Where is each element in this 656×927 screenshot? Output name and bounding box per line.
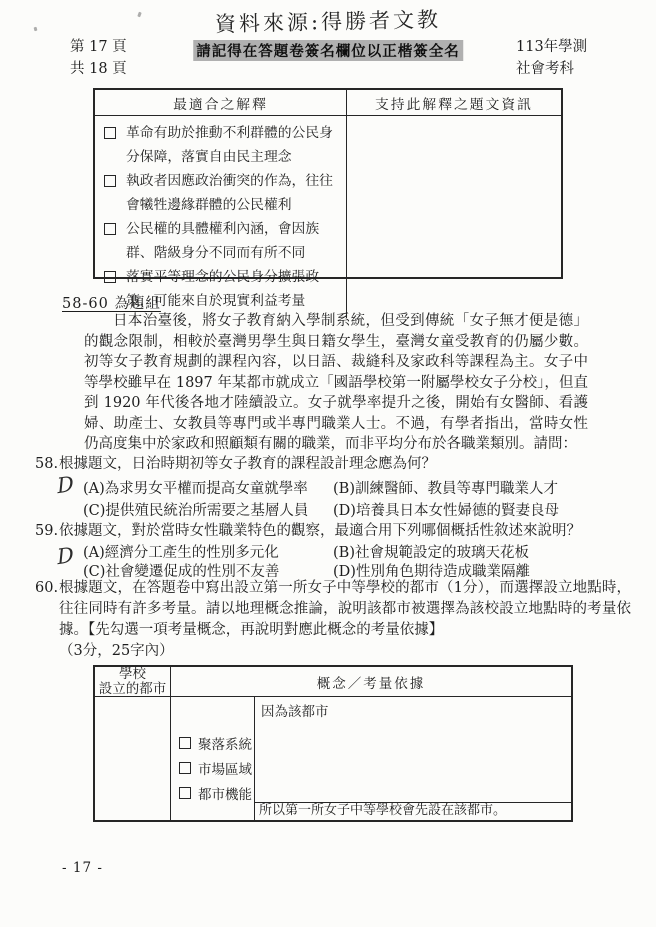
reason-answer-cell[interactable] (255, 697, 571, 820)
page-number-line: 第 17 頁 (70, 39, 127, 55)
concept-option-label: 聚落系統 (198, 737, 252, 753)
interpretation-option-label: 執政者因應政治衝突的作為，往往會犧牲邊緣群體的公民權利 (126, 173, 333, 213)
question-60 (35, 578, 631, 662)
question-number: 59. (35, 523, 59, 539)
signature-reminder-banner: 請記得在答題卷簽名欄位以正楷簽全名 (193, 40, 463, 61)
option-d: (D)性別角色期待造成職業隔離 (333, 564, 530, 580)
question-stem: 根據題文，日治時期初等女子教育的課程設計理念應為何？ (59, 456, 436, 472)
city-answer-cell[interactable] (95, 697, 171, 820)
checkbox-icon[interactable] (179, 787, 191, 799)
interpretation-option-row (101, 170, 342, 217)
question-stem: 根據題文，在答題卷中寫出設立第一所女子中等學校的都市（1分），而選擇設立地點時，往往同時有許多考量。請以地理概念推論，說明該都市被選擇為該校設立地點時的考量依據。【先勾選一項考量概念，再說明對應此概念的考量依據】 (59, 580, 631, 638)
question-group-passage: 日本治臺後，將女子教育納入學制系統，但受到傳統「女子無才便是德」的觀念限制，相較於臺灣男學生與日籍女學生，臺灣女童受教育的仍屬少數。初等女子教育規劃的課程內容，以日語、裁縫科及家政科等課程為主。女子中等學校雖早在 1897 年某都市就成立「國語學校第一附屬學校女子分校」，但直到 1920 年代後各地才陸續設立。女子就學率提升之後，開始有女醫師、看護婦、助產士、女教員等專門或半專門職業人士。不過，有學者指出，當時女性仍高度集中於家政和照顧類有關的職業，而非平均分布於各職業類別。請問： (84, 313, 588, 452)
header-page-info (70, 36, 127, 80)
evidence-col-header: 支持此解釋之題文資訊 (347, 90, 561, 116)
question-58 (35, 454, 631, 522)
handwritten-source-note: 資料來源:得勝者文教 (214, 7, 442, 37)
option-d: (D)培養具日本女性婦德的賢妻良母 (333, 503, 559, 519)
page-total-line: 共 18 頁 (70, 61, 127, 77)
question-group-heading: 58-60 為題組 (62, 296, 161, 312)
concept-option-row (179, 758, 254, 778)
interpretation-option-row (101, 218, 342, 265)
evidence-answer-cell[interactable] (347, 116, 561, 318)
exam-name: 113年學測 (516, 39, 588, 55)
score-note: （3分，25字內） (59, 643, 174, 659)
question-number: 58. (35, 456, 59, 472)
concept-option-row (179, 783, 254, 803)
checkbox-icon[interactable] (104, 127, 116, 139)
checkbox-icon[interactable] (104, 223, 116, 235)
city-col-header (95, 667, 171, 697)
interpretation-option-label: 落實平等理念的公民身分擴張政策，可能來自於現實利益考量 (126, 269, 320, 309)
header-exam-info (516, 36, 587, 80)
footer-page-number: - 17 - (62, 860, 103, 876)
checkbox-icon[interactable] (179, 762, 191, 774)
option-c: (C)提供殖民統治所需要之基層人員 (83, 503, 309, 519)
interpretation-option-label: 革命有助於推動不利群體的公民身分保障，落實自由民主理念 (126, 125, 333, 165)
interpretation-col-header: 最適合之解釋 (95, 90, 347, 116)
reason-lead-text: 因為該都市 (261, 704, 329, 720)
handwritten-answer-mark-59: D (56, 542, 75, 570)
concept-checkbox-cell (171, 697, 255, 820)
exam-subject: 社會考科 (516, 61, 574, 77)
checkbox-icon[interactable] (104, 175, 116, 187)
question-59 (35, 521, 631, 582)
reason-tail-text: 所以第一所女子中等學校會先設在該都市。 (255, 802, 571, 820)
concept-col-header: 概念／考量依據 (171, 667, 571, 697)
question-number: 60. (35, 580, 59, 596)
concept-option-label: 都市機能 (198, 787, 252, 803)
checkbox-icon[interactable] (104, 271, 116, 283)
concept-option-row (179, 733, 254, 753)
checkbox-icon[interactable] (179, 737, 191, 749)
city-col-header-line1: 學校 (119, 665, 146, 682)
option-b: (B)訓練醫師、教員等專門職業人才 (333, 481, 558, 497)
handwritten-answer-mark-58: D (56, 471, 75, 499)
option-b: (B)社會規範設定的玻璃天花板 (333, 545, 529, 561)
question-stem: 依據題文，對於當時女性職業特色的觀察，最適合用下列哪個概括性敘述來說明？ (59, 523, 581, 539)
interpretation-option-label: 公民權的具體權利內涵，會因族群、階級身分不同而有所不同 (126, 221, 320, 261)
option-a: (A)為求男女平權而提高女童就學率 (83, 481, 308, 497)
city-col-header-line2: 設立的都市 (98, 680, 167, 697)
option-a: (A)經濟分工產生的性別多元化 (83, 545, 279, 561)
answer-table (93, 665, 573, 822)
interpretation-options-cell (95, 116, 347, 318)
interpretation-option-row (101, 122, 342, 169)
option-c: (C)社會變遷促成的性別不友善 (83, 564, 280, 580)
concept-option-label: 市場區域 (198, 762, 252, 778)
